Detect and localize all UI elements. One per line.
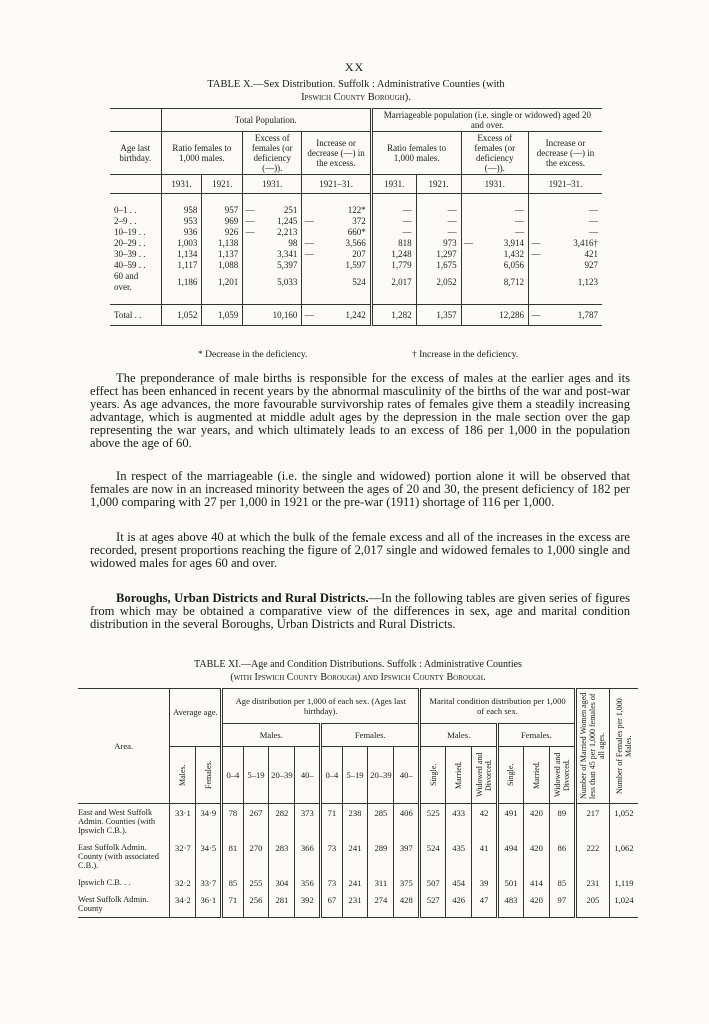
table-cell: 397 [394, 839, 420, 874]
table-cell: 1,123 [577, 276, 598, 287]
table-cell: 34·5 [196, 839, 222, 874]
table-row [110, 271, 602, 293]
table-cell: 1,137 [202, 249, 243, 260]
table-cell: 34·2 [170, 891, 196, 918]
subheader-label: Married. [531, 761, 541, 789]
table-cell: 5,397 [277, 260, 298, 270]
caption-line: (with Ipswich County Borough) and Ipswich County Borough. [230, 672, 486, 683]
table-cell: 421 [584, 249, 598, 259]
table-cell: — [302, 305, 316, 326]
table-x [110, 108, 602, 326]
table-xi [78, 688, 638, 924]
table-cell: 289 [368, 839, 394, 874]
table-cell: 1,597 [345, 260, 366, 270]
table-cell [243, 260, 257, 271]
table-cell: — [243, 227, 257, 238]
year-header: 1921. [202, 175, 243, 194]
table-cell: 818 [371, 238, 416, 249]
table-cell [461, 271, 475, 293]
subheader-label: 5–19 [346, 770, 364, 780]
table-cell: 926 [202, 227, 243, 238]
header-age: Age last birthday. [119, 143, 152, 163]
table-cell: — [461, 238, 475, 249]
table-cell: 85 [549, 874, 575, 891]
table-cell: — [302, 249, 316, 260]
age-label: 0–1 . . [114, 205, 137, 215]
caption-line: TABLE X.—Sex Distribution. Suffolk : Administrative Counties (with [207, 79, 505, 90]
table-row [78, 804, 638, 840]
table-cell [528, 205, 542, 216]
age-label: 30–39 . . [114, 249, 146, 259]
table-cell: 1,297 [416, 249, 461, 260]
table-cell: 255 [243, 874, 269, 891]
table-cell: 238 [342, 804, 368, 840]
table-cell: 406 [394, 804, 420, 840]
table-cell: — [302, 238, 316, 249]
table-cell: 428 [394, 891, 420, 918]
header-ratio: Ratio females to 1,000 males. [161, 132, 243, 175]
subheader-label: Males. [178, 764, 188, 786]
header-married-women: Number of Married Women aged less than 45 per 1,000 females of all ages. [579, 692, 607, 800]
table-row [110, 238, 602, 249]
table-row [110, 260, 602, 271]
footnote-increase: † Increase in the deficiency. [412, 350, 519, 360]
table-cell: 494 [498, 839, 524, 874]
table-cell: 1,052 [161, 305, 202, 326]
table-cell [302, 260, 316, 271]
table-cell: 524 [420, 839, 446, 874]
table-cell: 78 [222, 804, 243, 840]
table-cell: 67 [321, 891, 342, 918]
subheader-label: Widowed and Divorced. [475, 752, 494, 798]
table-cell [243, 305, 257, 326]
table-cell: 283 [269, 839, 295, 874]
table-cell: 1,003 [161, 238, 202, 249]
age-label: 10–19 . . [114, 227, 146, 237]
table-cell: 1,432 [503, 249, 524, 259]
area-label: East and West Suffolk Admin. Counties (with Ipswich C.B.). [78, 808, 156, 835]
table-cell: 1,248 [371, 249, 416, 260]
caption-line: Ipswich County Borough). [301, 92, 411, 103]
footnote-decrease: * Decrease in the deficiency. [198, 350, 308, 360]
table-cell: — [302, 216, 316, 227]
table-cell: — [371, 205, 416, 216]
subheader-label: 20–39 [271, 770, 293, 780]
table-cell: 1,024 [609, 891, 638, 918]
table-cell: 927 [584, 260, 598, 270]
table-cell: — [514, 227, 524, 237]
header-area: Area. [114, 741, 134, 751]
subheader-label: 0–4 [325, 770, 339, 780]
table-cell: 32·2 [170, 874, 196, 891]
table-cell: 953 [161, 216, 202, 227]
table-xi-caption [78, 658, 638, 684]
subheader-label: 20–39 [370, 770, 392, 780]
table-cell: 231 [342, 891, 368, 918]
table-cell: 33·1 [170, 804, 196, 840]
table-cell: 1,282 [371, 305, 416, 326]
table-cell: — [528, 305, 542, 326]
table-row [110, 249, 602, 260]
table-cell [243, 249, 257, 260]
table-cell [302, 205, 316, 216]
header-females-per: Number of Females per 1,000 Males. [614, 698, 633, 794]
table-cell [461, 249, 475, 260]
paragraph-body: —In the following tables are given series of figures from which may be obtained a comparative view of the differences in sex, age and marital condition distribution in the several Boroughs, Urban Districts and Rural Districts. [90, 591, 630, 631]
table-cell: 217 [575, 804, 609, 840]
table-cell: 414 [523, 874, 549, 891]
table-cell: 241 [342, 874, 368, 891]
table-cell: 372 [352, 216, 366, 226]
year-header: 1921. [416, 175, 461, 194]
subheader-label: 40– [399, 770, 413, 780]
table-cell: 501 [498, 874, 524, 891]
subheader-label: 0–4 [226, 770, 240, 780]
table-cell: 660* [347, 227, 366, 237]
table-cell [243, 238, 257, 249]
header-excess: Excess of females (or deficiency (—)). [243, 132, 302, 175]
header-females: Females. [321, 724, 420, 747]
table-cell: 222 [575, 839, 609, 874]
table-cell: — [514, 205, 524, 215]
table-cell: 41 [472, 839, 498, 874]
year-header: 1931. [161, 175, 202, 194]
table-cell: — [243, 216, 257, 227]
subheader-label: 5–19 [247, 770, 265, 780]
table-cell: 73 [321, 839, 342, 874]
table-cell: 98 [288, 238, 298, 248]
table-cell: 392 [295, 891, 321, 918]
table-cell: 1,117 [161, 260, 202, 271]
table-cell: 281 [269, 891, 295, 918]
paragraph: The preponderance of male births is responsible for the excess of males at the earlier ages and its effect has been enhanced in recent years by the abnormal masculinity of the births of the war and post-war years. As age advances, the more favourable survivorship rates of females give them a steadily increasing advantage, which is augmented at middle adult ages by the depression in the male section over the gap representing the war years, and which ultimately leads to an excess of 186 per 1,000 in the population above the age of 60. [90, 371, 630, 450]
year-header: 1931. [243, 175, 302, 194]
table-cell: 2,052 [416, 271, 461, 293]
table-cell [461, 205, 475, 216]
table-cell: 32·7 [170, 839, 196, 874]
table-cell: 36·1 [196, 891, 222, 918]
page-number: XX [344, 60, 365, 74]
header-total-population: Total Population. [161, 109, 371, 132]
table-cell: 420 [523, 891, 549, 918]
header-average-age: Average age. [170, 689, 222, 747]
table-row [110, 227, 602, 238]
table-cell: — [371, 227, 416, 238]
subheader-label: Widowed and Divorced. [552, 752, 571, 798]
table-cell: 282 [269, 804, 295, 840]
header-males: Males. [420, 724, 498, 747]
table-cell: 85 [222, 874, 243, 891]
table-cell [461, 260, 475, 271]
table-row [110, 216, 602, 227]
table-cell: 274 [368, 891, 394, 918]
table-cell [461, 216, 475, 227]
table-cell: — [514, 216, 524, 226]
table-cell: 3,914 [503, 238, 524, 248]
table-cell: 525 [420, 804, 446, 840]
area-label: East Suffolk Admin. County (with associated C.B.). [78, 843, 159, 870]
year-header: 1921–31. [528, 175, 602, 194]
table-cell: 10,160 [272, 309, 298, 320]
table-cell: 2,017 [371, 271, 416, 293]
table-cell: 524 [352, 276, 366, 287]
table-cell: 1,675 [416, 260, 461, 271]
table-cell: 1,357 [416, 305, 461, 326]
table-cell: 454 [446, 874, 472, 891]
table-row [78, 874, 638, 891]
table-cell [528, 227, 542, 238]
table-cell: 936 [161, 227, 202, 238]
table-cell: 426 [446, 891, 472, 918]
age-label: 40–59 . . [114, 260, 146, 270]
year-header: 1931. [461, 175, 528, 194]
table-cell: 207 [352, 249, 366, 259]
table-cell [461, 227, 475, 238]
table-cell [528, 271, 542, 293]
table-cell: 205 [575, 891, 609, 918]
table-cell: 8,712 [503, 276, 524, 287]
table-cell: 507 [420, 874, 446, 891]
year-header: 1931. [371, 175, 416, 194]
age-label: 60 and over. [114, 271, 139, 292]
table-cell: 311 [368, 874, 394, 891]
table-cell: 267 [243, 804, 269, 840]
table-cell: 1,138 [202, 238, 243, 249]
table-cell [302, 271, 316, 293]
table-cell: — [528, 249, 542, 260]
table-cell: 71 [321, 804, 342, 840]
table-cell: 42 [472, 804, 498, 840]
table-cell: 373 [295, 804, 321, 840]
subheader-label: Single. [506, 763, 516, 787]
table-cell: 420 [523, 804, 549, 840]
caption-line: TABLE XI.—Age and Condition Distributions. Suffolk : Administrative Counties [194, 659, 522, 670]
table-cell: 1,052 [609, 804, 638, 840]
table-cell: — [371, 216, 416, 227]
table-cell: 1,201 [202, 271, 243, 293]
table-cell: 33·7 [196, 874, 222, 891]
table-cell: — [416, 227, 461, 238]
table-cell: 1,088 [202, 260, 243, 271]
table-cell: 1,245 [277, 216, 298, 226]
section-heading: Boroughs, Urban Districts and Rural Districts. [116, 591, 369, 605]
table-cell: 304 [269, 874, 295, 891]
table-cell: 270 [243, 839, 269, 874]
year-header: 1921–31. [302, 175, 371, 194]
table-cell: 957 [202, 205, 243, 216]
table-cell: 97 [549, 891, 575, 918]
table-cell: 3,341 [277, 249, 298, 259]
table-cell: 356 [295, 874, 321, 891]
table-cell: 241 [342, 839, 368, 874]
table-cell: 1,242 [345, 309, 366, 320]
table-cell: 34·9 [196, 804, 222, 840]
table-cell: 89 [549, 804, 575, 840]
table-cell: 256 [243, 891, 269, 918]
table-cell: 958 [161, 205, 202, 216]
table-cell: — [589, 205, 598, 215]
table-cell [302, 227, 316, 238]
table-cell: 71 [222, 891, 243, 918]
table-cell: 3,416† [573, 238, 598, 248]
table-cell: 1,062 [609, 839, 638, 874]
subheader-label: Married. [454, 761, 464, 789]
total-row [110, 305, 602, 326]
table-cell [461, 305, 475, 326]
age-label: Total . . [114, 309, 142, 320]
table-cell: 1,119 [609, 874, 638, 891]
header-males: Males. [222, 724, 321, 747]
area-label: West Suffolk Admin. County [78, 895, 149, 913]
header-ratio: Ratio females to 1,000 males. [371, 132, 461, 175]
header-increase: Increase or decrease (—) in the excess. [302, 132, 371, 175]
table-cell: 3,566 [345, 238, 366, 248]
subheader-label: Single. [428, 763, 438, 787]
header-age-distribution: Age distribution per 1,000 of each sex. (Ages last birthday). [222, 689, 420, 724]
table-cell [243, 271, 257, 293]
table-row [78, 839, 638, 874]
table-cell: 6,056 [503, 260, 524, 270]
table-cell: 1,134 [161, 249, 202, 260]
age-label: 2–9 . . [114, 216, 137, 226]
table-cell [528, 260, 542, 271]
table-cell: 435 [446, 839, 472, 874]
table-cell: 433 [446, 804, 472, 840]
age-label: 20–29 . . [114, 238, 146, 248]
header-increase: Increase or decrease (—) in the excess. [528, 132, 602, 175]
paragraph [90, 592, 630, 631]
table-cell: — [589, 216, 598, 226]
table-cell: 1,787 [577, 309, 598, 320]
header-females: Females. [498, 724, 576, 747]
table-cell: 5,033 [277, 276, 298, 287]
table-cell [528, 216, 542, 227]
table-cell: 231 [575, 874, 609, 891]
table-cell: 375 [394, 874, 420, 891]
table-cell: 973 [416, 238, 461, 249]
table-cell: 1,059 [202, 305, 243, 326]
table-cell: 366 [295, 839, 321, 874]
table-cell: 1,779 [371, 260, 416, 271]
table-cell: 73 [321, 874, 342, 891]
paragraph: In respect of the marriageable (i.e. the single and widowed) portion alone it will be observed that females are now in an increased minority between the ages of 20 and 30, the present deficiency of 182 per 1,000 comparing with 27 per 1,000 in 1921 or the pre-war (1911) shortage of 116 per 1,000. [90, 469, 630, 509]
header-marriageable: Marriageable population (i.e. single or widowed) aged 20 and over. [371, 109, 602, 132]
area-label: Ipswich C.B. . . [78, 878, 131, 887]
table-cell: 483 [498, 891, 524, 918]
table-cell: 39 [472, 874, 498, 891]
table-cell: 81 [222, 839, 243, 874]
paragraph: It is at ages above 40 at which the bulk of the female excess and all of the increases in the excess are recorded, present proportions reaching the figure of 2,017 single and widowed females to 1,000 single and widowed males for ages 60 and over. [90, 530, 630, 570]
table-cell: — [416, 205, 461, 216]
table-cell: 12,286 [499, 309, 524, 320]
subheader-label: Females. [203, 760, 213, 790]
table-cell: 86 [549, 839, 575, 874]
table-cell: — [416, 216, 461, 227]
table-cell: 420 [523, 839, 549, 874]
table-cell: 2,213 [277, 227, 298, 237]
subheader-label: 40– [300, 770, 314, 780]
table-cell: 251 [283, 205, 298, 215]
table-row [78, 891, 638, 918]
header-excess: Excess of females (or deficiency (—)). [461, 132, 528, 175]
table-cell: 1,186 [161, 271, 202, 293]
table-cell: — [243, 205, 257, 216]
table-cell: 285 [368, 804, 394, 840]
table-row [110, 205, 602, 216]
table-cell: — [589, 227, 598, 237]
header-marital: Marital condition distribution per 1,000 of each sex. [420, 689, 576, 724]
table-cell: 969 [202, 216, 243, 227]
table-cell: — [528, 238, 542, 249]
table-x-caption [110, 78, 602, 104]
table-cell: 491 [498, 804, 524, 840]
table-cell: 47 [472, 891, 498, 918]
table-cell: 527 [420, 891, 446, 918]
table-cell: 122* [347, 205, 366, 215]
